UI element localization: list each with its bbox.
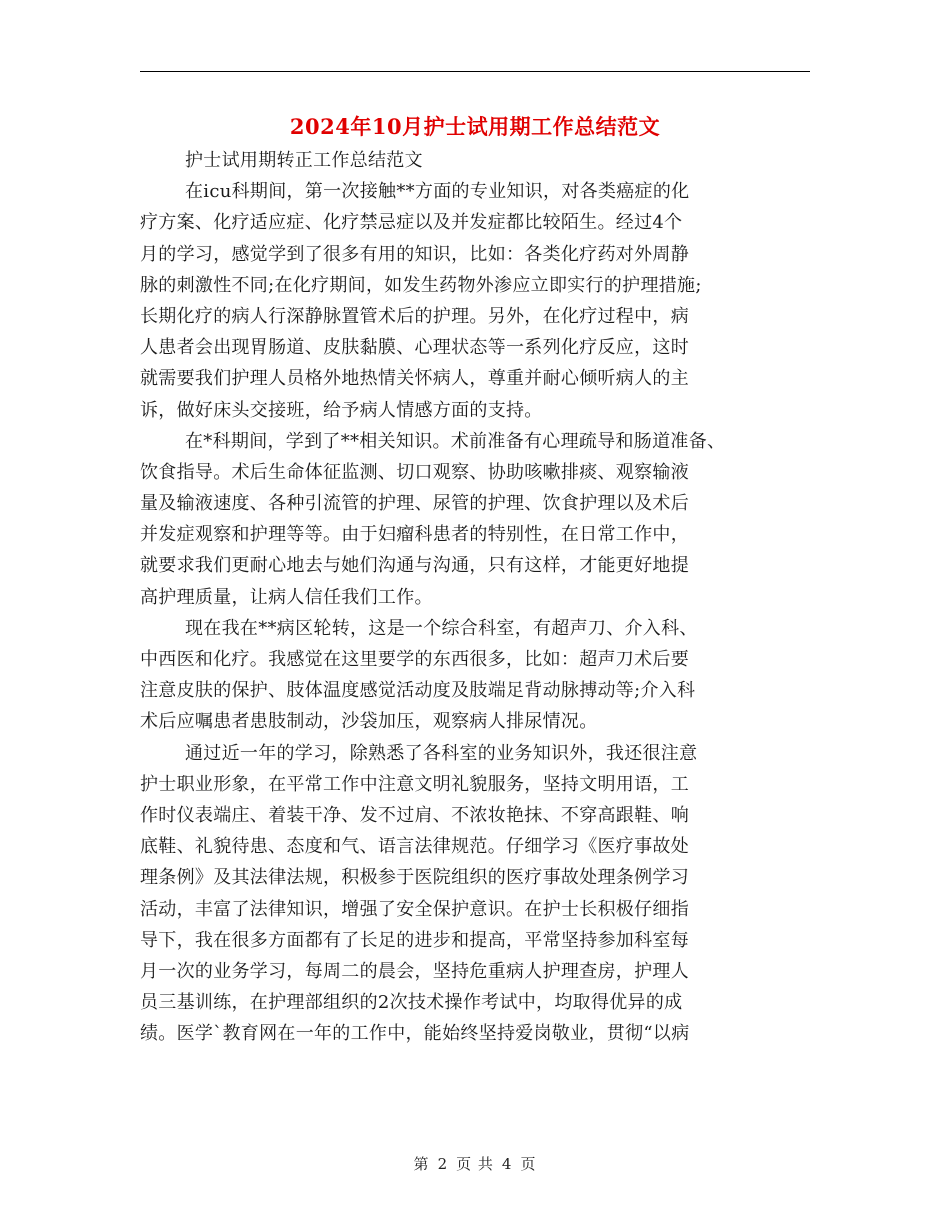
- text-line: 导下，我在很多方面都有了长足的进步和提高，平常坚持参加科室每: [140, 929, 689, 951]
- text-line: 在icu科期间，第一次接触**方面的专业知识，对各类癌症的化: [185, 181, 690, 203]
- text-line: 绩。医学`教育网在一年的工作中，能始终坚持爱岗敬业，贯彻“以病: [140, 1023, 690, 1045]
- page-footer: [0, 1153, 950, 1174]
- text-line: 护士职业形象，在平常工作中注意文明礼貌服务，坚持文明用语，工: [140, 773, 689, 795]
- text-line: 饮食指导。术后生命体征监测、切口观察、协助咳嗽排痰、观察输液: [140, 461, 689, 483]
- text-line: 量及输液速度、各种引流管的护理、尿管的护理、饮食护理以及术后: [140, 493, 689, 515]
- text-line: 诉，做好床头交接班，给予病人情感方面的支持。: [140, 399, 543, 421]
- text-line: 注意皮肤的保护、肢体温度感觉活动度及肢端足背动脉搏动等;介入科: [140, 680, 696, 702]
- text-line: 就需要我们护理人员格外地热情关怀病人，尊重并耐心倾听病人的主: [140, 368, 689, 390]
- footer-total-pages: 4: [501, 1155, 513, 1173]
- text-line: 术后应嘱患者患肢制动，沙袋加压，观察病人排尿情况。: [140, 711, 598, 733]
- text-line: 作时仪表端庄、着装干净、发不过肩、不浓妆艳抹、不穿高跟鞋、响: [140, 804, 689, 826]
- text-line: 高护理质量，让病人信任我们工作。: [140, 586, 433, 608]
- footer-middle: 页 共: [456, 1155, 494, 1173]
- text-line: 月的学习，感觉学到了很多有用的知识，比如：各类化疗药对外周静: [140, 243, 689, 265]
- text-line: 员三基训练，在护理部组织的2次技术操作考试中，均取得优异的成: [140, 992, 683, 1014]
- text-line: 通过近一年的学习，除熟悉了各科室的业务知识外，我还很注意: [185, 742, 698, 764]
- text-line: 就要求我们更耐心地去与她们沟通与沟通，只有这样，才能更好地提: [140, 555, 689, 577]
- header-rule: [140, 71, 810, 72]
- text-line: 现在我在**病区轮转，这是一个综合科室，有超声刀、介入科、: [185, 617, 698, 639]
- text-line: 活动，丰富了法律知识，增强了安全保护意识。在护士长积极仔细指: [140, 898, 689, 920]
- text-line: 长期化疗的病人行深静脉置管术后的护理。另外，在化疗过程中，病: [140, 305, 689, 327]
- text-line: 人患者会出现胃肠道、皮肤黏膜、心理状态等一系列化疗反应，这时: [140, 337, 689, 359]
- text-line: 中西医和化疗。我感觉在这里要学的东西很多，比如：超声刀术后要: [140, 649, 689, 670]
- text-line: 脉的刺激性不同;在化疗期间，如发生药物外渗应立即实行的护理措施;: [140, 274, 702, 296]
- text-line: 在*科期间，学到了**相关知识。术前准备有心理疏导和肠道准备、: [185, 430, 726, 452]
- footer-prefix: 第: [413, 1155, 430, 1173]
- text-line: 疗方案、化疗适应症、化疗禁忌症以及并发症都比较陌生。经过4个: [140, 212, 683, 234]
- document-title: 2024年10月护士试用期工作总结范文: [289, 114, 661, 139]
- document-body: [140, 145, 810, 1049]
- text-line: 护士试用期转正工作总结范文: [185, 150, 423, 171]
- text-line: 理条例》及其法律法规，积极参于医院组织的医疗事故处理条例学习: [140, 867, 689, 889]
- footer-suffix: 页: [520, 1155, 537, 1173]
- text-line: 并发症观察和护理等等。由于妇瘤科患者的特别性，在日常工作中，: [140, 524, 689, 546]
- text-line: 月一次的业务学习，每周二的晨会，坚持危重病人护理查房，护理人: [140, 960, 689, 982]
- text-line: 底鞋、礼貌待患、态度和气、语言法律规范。仔细学习《医疗事故处: [140, 836, 689, 858]
- footer-page-number: 2: [437, 1155, 449, 1173]
